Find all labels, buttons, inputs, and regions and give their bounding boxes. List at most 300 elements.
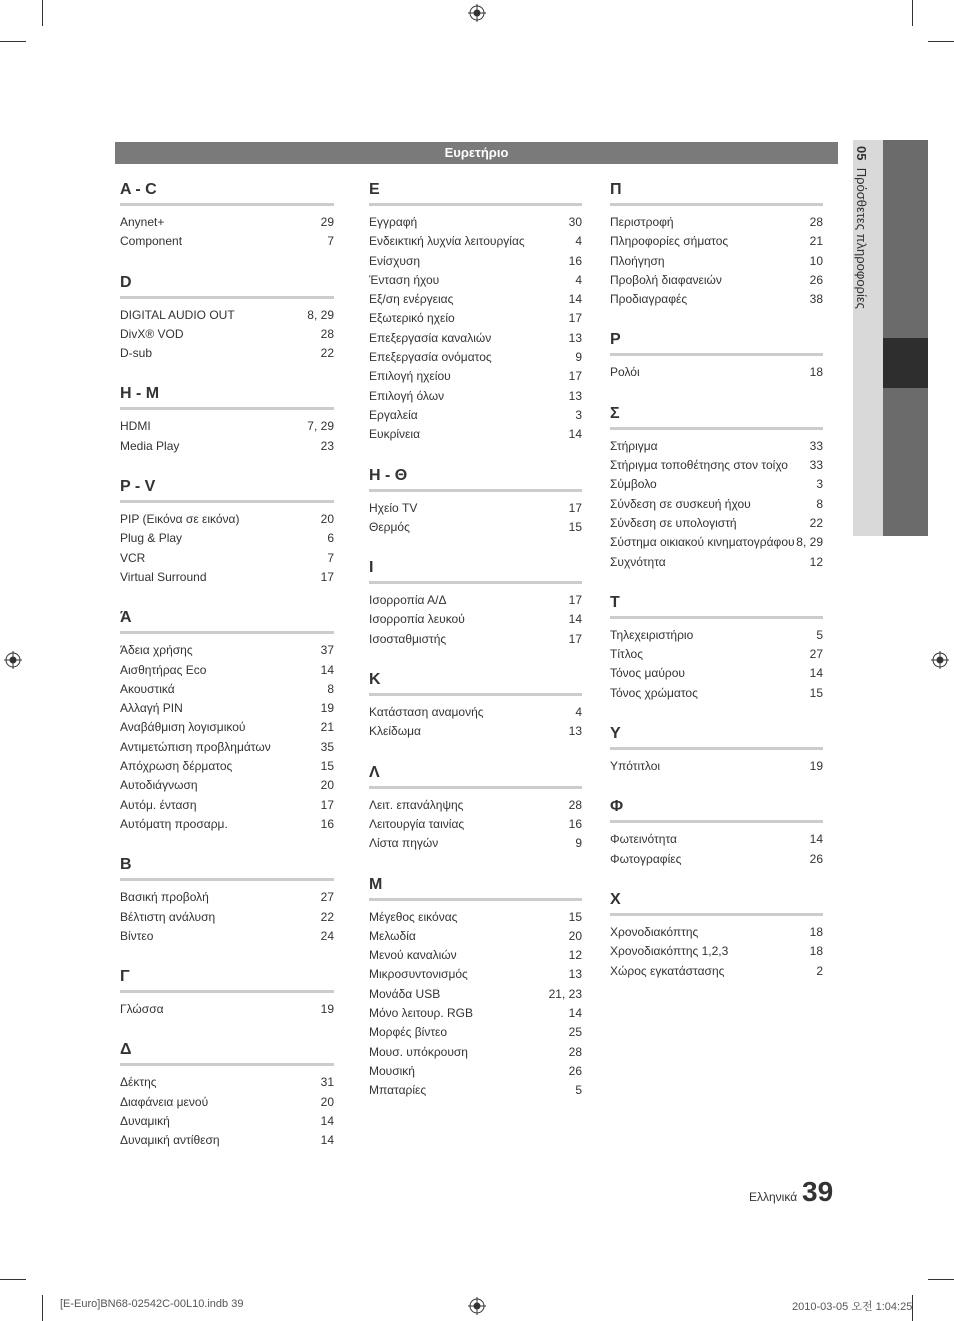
entry-term: PIP (Εικόνα σε εικόνα)	[120, 512, 240, 527]
index-entry	[120, 796, 334, 815]
registration-mark-icon	[468, 1297, 486, 1315]
entry-term: Εξωτερικό ηχείο	[369, 311, 455, 326]
entry-page: 19	[809, 759, 823, 774]
index-entry	[120, 641, 334, 660]
entry-page: 8, 29	[307, 307, 334, 322]
section-heading: Γ	[120, 967, 334, 993]
entry-page: 27	[320, 890, 334, 905]
entry-page: 33	[809, 438, 823, 453]
entry-page: 14	[320, 1133, 334, 1148]
entry-term: Περιστροφή	[610, 215, 674, 229]
section-heading: Ε	[369, 180, 582, 206]
index-entry	[610, 757, 823, 776]
index-entry	[369, 309, 582, 328]
entry-page: 17	[320, 569, 334, 584]
section-heading: Λ	[369, 763, 582, 789]
index-entry	[120, 1000, 334, 1019]
index-entry	[369, 232, 582, 251]
index-entry	[120, 908, 334, 927]
entry-term: Δυναμική	[120, 1114, 170, 1129]
entry-page: 27	[809, 647, 823, 662]
entry-page: 28	[568, 797, 582, 812]
entry-page: 30	[568, 215, 582, 229]
entry-term: Χρονοδιακόπτης 1,2,3	[610, 944, 729, 959]
index-entry	[120, 680, 334, 699]
entry-term: Δέκτης	[120, 1075, 157, 1090]
entry-term: VCR	[120, 550, 146, 565]
index-entry	[369, 329, 582, 348]
crop-mark	[0, 1279, 26, 1280]
entry-term: Media Play	[120, 438, 180, 453]
entry-term: Τίτλος	[610, 647, 644, 662]
entry-page: 17	[568, 500, 582, 515]
index-entry	[120, 927, 334, 946]
index-entry	[369, 425, 582, 444]
section-heading: Π	[610, 180, 823, 206]
index-entry	[369, 290, 582, 309]
entry-page: 16	[568, 253, 582, 268]
entry-term: Ενδεικτική λυχνία λειτουργίας	[369, 234, 525, 249]
index-entry	[120, 529, 334, 548]
entry-page: 29	[320, 215, 334, 229]
print-timestamp: 2010-03-05 오전 1:04:25	[792, 1301, 913, 1313]
index-entry	[610, 437, 823, 456]
index-section	[369, 558, 582, 649]
entry-page: 20	[568, 928, 582, 943]
entry-term: Στήριγμα	[610, 438, 658, 453]
index-entry	[610, 626, 823, 645]
entry-page: 8	[327, 681, 334, 696]
entry-page: 4	[575, 272, 582, 287]
entry-term: Ισορροπία Α/Δ	[369, 593, 447, 608]
entry-term: Γλώσσα	[120, 1002, 164, 1017]
entry-page: 15	[568, 519, 582, 534]
index-entry	[369, 406, 582, 425]
entry-page: 6	[327, 531, 334, 546]
index-entry	[610, 664, 823, 683]
entry-term: Μπαταρίες	[369, 1083, 427, 1098]
index-entry	[369, 271, 582, 290]
section-heading: Β	[120, 855, 334, 881]
index-entry	[120, 776, 334, 795]
index-entry	[369, 985, 582, 1004]
index-entry	[610, 363, 823, 382]
section-heading: Φ	[610, 797, 823, 823]
section-heading: Σ	[610, 404, 823, 430]
entry-page: 13	[568, 330, 582, 345]
entry-term: D-sub	[120, 346, 153, 361]
section-heading: Μ	[369, 875, 582, 901]
entry-page: 2	[816, 963, 823, 978]
entry-page: 17	[568, 311, 582, 326]
entry-term: Υπότιτλοι	[610, 759, 661, 774]
entry-page: 14	[809, 666, 823, 681]
entry-term: Σύμβολο	[610, 477, 657, 492]
index-entry	[120, 510, 334, 529]
entry-page: 20	[320, 778, 334, 793]
entry-term: Επεξεργασία καναλιών	[369, 330, 492, 345]
index-entry	[369, 499, 582, 518]
entry-page: 28	[568, 1044, 582, 1059]
index-entry	[369, 703, 582, 722]
index-entry	[120, 437, 334, 456]
index-entry	[120, 344, 334, 363]
index-section	[120, 477, 334, 587]
entry-page: 19	[320, 1002, 334, 1017]
entry-page: 15	[809, 685, 823, 700]
section-heading: Δ	[120, 1040, 334, 1066]
entry-term: Τόνος μαύρου	[610, 666, 685, 681]
entry-term: Μικροσυντονισμός	[369, 967, 468, 982]
entry-term: HDMI	[120, 419, 151, 434]
entry-term: Μέγεθος εικόνας	[369, 909, 458, 924]
entry-page: 26	[809, 272, 823, 287]
entry-term: Πληροφορίες σήματος	[610, 234, 729, 249]
entry-term: Τόνος χρώματος	[610, 685, 698, 700]
index-column-3	[610, 180, 823, 1002]
section-heading: Η - Θ	[369, 466, 582, 492]
index-entry	[369, 1043, 582, 1062]
entry-page: 14	[568, 427, 582, 442]
index-section	[120, 967, 334, 1019]
entry-page: 5	[575, 1083, 582, 1098]
entry-term: Ενίσχυση	[369, 253, 421, 268]
index-section	[610, 724, 823, 776]
entry-page: 5	[816, 627, 823, 642]
entry-term: Βασική προβολή	[120, 890, 209, 905]
entry-term: Εργαλεία	[369, 407, 418, 422]
index-section	[610, 180, 823, 309]
entry-term: Βίντεο	[120, 928, 154, 943]
entry-term: Εγγραφή	[369, 215, 418, 229]
index-entry	[369, 213, 582, 232]
print-file-info: [E-Euro]BN68-02542C-00L10.indb 39	[60, 1298, 244, 1310]
entry-term: Λειτουργία ταινίας	[369, 816, 465, 831]
entry-page: 7, 29	[307, 419, 334, 434]
entry-term: Προδιαγραφές	[610, 292, 688, 307]
entry-page: 19	[320, 701, 334, 716]
entry-term: Plug & Play	[120, 531, 183, 546]
index-section	[120, 384, 334, 456]
crop-mark	[42, 1295, 43, 1321]
index-section	[369, 670, 582, 742]
entry-page: 7	[327, 234, 334, 249]
index-entry	[120, 549, 334, 568]
index-entry	[120, 888, 334, 907]
entry-page: 17	[320, 797, 334, 812]
index-entry	[610, 514, 823, 533]
entry-page: 4	[575, 234, 582, 249]
entry-page: 14	[568, 612, 582, 627]
entry-term: Χώρος εγκατάστασης	[610, 963, 725, 978]
entry-term: Στήριγμα τοποθέτησης στον τοίχο	[610, 458, 788, 473]
chapter-number: 05	[854, 146, 869, 161]
entry-page: 26	[809, 851, 823, 866]
footer-language: Ελληνικά	[749, 1190, 798, 1204]
index-entry	[369, 796, 582, 815]
index-entry	[120, 417, 334, 436]
index-section	[120, 273, 334, 364]
index-entry	[369, 630, 582, 649]
index-entry	[120, 661, 334, 680]
entry-page: 13	[568, 388, 582, 403]
index-entry	[610, 553, 823, 572]
section-heading: Χ	[610, 890, 823, 916]
entry-page: 9	[575, 350, 582, 365]
index-entry	[610, 850, 823, 869]
entry-term: Virtual Surround	[120, 569, 207, 584]
index-entry	[610, 942, 823, 961]
entry-term: Συχνότητα	[610, 554, 666, 569]
chapter-tab-marker	[883, 338, 928, 388]
index-entry	[369, 367, 582, 386]
entry-term: Component	[120, 234, 183, 249]
index-entry	[120, 699, 334, 718]
entry-term: Επιλογή ηχείου	[369, 369, 451, 384]
index-entry	[369, 1004, 582, 1023]
index-section	[120, 855, 334, 946]
entry-term: Προβολή διαφανειών	[610, 272, 722, 287]
index-entry	[610, 456, 823, 475]
entry-term: Δυναμική αντίθεση	[120, 1133, 220, 1148]
entry-page: 14	[568, 1006, 582, 1021]
entry-page: 18	[809, 944, 823, 959]
entry-term: Κατάσταση αναμονής	[369, 705, 484, 720]
entry-page: 38	[809, 292, 823, 307]
index-entry	[369, 591, 582, 610]
entry-term: Αυτόμ. ένταση	[120, 797, 197, 812]
index-entry	[369, 965, 582, 984]
crop-mark	[928, 1279, 954, 1280]
entry-page: 25	[568, 1025, 582, 1040]
entry-page: 18	[809, 365, 823, 380]
entry-term: Απόχρωση δέρματος	[120, 759, 233, 774]
entry-term: Θερμός	[369, 519, 410, 534]
index-entry	[610, 645, 823, 664]
entry-page: 13	[568, 967, 582, 982]
entry-page: 9	[575, 836, 582, 851]
entry-term: Διαφάνεια μενού	[120, 1094, 209, 1109]
entry-page: 35	[320, 739, 334, 754]
entry-term: Αναβάθμιση λογισμικού	[120, 720, 246, 735]
entry-page: 22	[809, 515, 823, 530]
index-entry	[610, 232, 823, 251]
entry-page: 7	[327, 550, 334, 565]
section-heading: Κ	[369, 670, 582, 696]
index-entry	[610, 213, 823, 232]
entry-page: 24	[320, 928, 334, 943]
chapter-label-text	[854, 146, 869, 309]
index-section	[369, 875, 582, 1101]
entry-term: DIGITAL AUDIO OUT	[120, 307, 235, 322]
index-entry	[369, 815, 582, 834]
index-section	[120, 1040, 334, 1150]
entry-page: 22	[320, 346, 334, 361]
entry-page: 22	[320, 909, 334, 924]
entry-page: 17	[568, 369, 582, 384]
index-entry	[120, 568, 334, 587]
entry-term: Επιλογή όλων	[369, 388, 445, 403]
entry-page: 3	[575, 407, 582, 422]
index-entry	[120, 325, 334, 344]
chapter-tab-block	[883, 388, 928, 536]
entry-page: 23	[320, 438, 334, 453]
chapter-title: Πρόσθετες πληροφορίες	[854, 167, 869, 309]
section-heading: A - C	[120, 180, 334, 206]
index-entry	[369, 927, 582, 946]
index-entry	[610, 495, 823, 514]
crop-mark	[0, 41, 26, 42]
index-entry	[610, 290, 823, 309]
entry-page: 8	[816, 496, 823, 511]
entry-term: Μενού καναλιών	[369, 948, 457, 963]
index-entry	[369, 908, 582, 927]
registration-mark-icon	[4, 651, 22, 669]
entry-page: 8, 29	[796, 535, 823, 550]
index-entry	[120, 1073, 334, 1092]
entry-page: 16	[320, 816, 334, 831]
index-section	[610, 404, 823, 572]
index-entry	[610, 830, 823, 849]
index-entry	[369, 518, 582, 537]
entry-term: Λειτ. επανάληψης	[369, 797, 464, 812]
index-entry	[369, 1023, 582, 1042]
entry-term: Λίστα πηγών	[369, 836, 439, 851]
entry-term: Ακουστικά	[120, 681, 175, 696]
index-entry	[369, 834, 582, 853]
entry-page: 21	[809, 234, 823, 249]
entry-page: 12	[809, 554, 823, 569]
registration-mark-icon	[468, 4, 486, 22]
index-entry	[120, 1131, 334, 1150]
chapter-label	[854, 146, 882, 336]
entry-page: 14	[320, 662, 334, 677]
entry-page: 20	[320, 512, 334, 527]
index-entry	[369, 252, 582, 271]
entry-page: 31	[320, 1075, 334, 1090]
entry-term: Μουσ. υπόκρουση	[369, 1044, 468, 1059]
index-entry	[369, 722, 582, 741]
index-entry	[120, 815, 334, 834]
index-entry	[120, 718, 334, 737]
index-section	[610, 797, 823, 869]
entry-term: Εξ/ση ενέργειας	[369, 292, 454, 307]
entry-page: 14	[568, 292, 582, 307]
index-entry	[369, 348, 582, 367]
entry-term: Μόνο λειτουρ. RGB	[369, 1006, 473, 1021]
section-heading: Ρ	[610, 330, 823, 356]
crop-mark	[42, 0, 43, 26]
section-heading: Υ	[610, 724, 823, 750]
entry-term: Ηχείο TV	[369, 500, 418, 515]
index-section	[120, 608, 334, 834]
entry-page: 17	[568, 631, 582, 646]
index-entry	[369, 1062, 582, 1081]
entry-term: Χρονοδιακόπτης	[610, 924, 699, 939]
entry-term: Άδεια χρήσης	[120, 643, 193, 658]
entry-term: Μονάδα USB	[369, 986, 441, 1001]
entry-page: 20	[320, 1094, 334, 1109]
entry-term: Ένταση ήχου	[369, 272, 440, 287]
section-heading: P - V	[120, 477, 334, 503]
entry-term: Αντιμετώπιση προβλημάτων	[120, 739, 271, 754]
entry-page: 15	[320, 759, 334, 774]
index-entry	[610, 533, 823, 552]
index-entry	[120, 757, 334, 776]
entry-page: 13	[568, 724, 582, 739]
entry-term: Σύστημα οικιακού κινηματογράφου	[610, 535, 795, 550]
entry-page: 14	[809, 832, 823, 847]
entry-page: 15	[568, 909, 582, 924]
entry-term: Μουσική	[369, 1063, 415, 1078]
entry-term: Φωτεινότητα	[610, 832, 677, 847]
entry-term: DivX® VOD	[120, 326, 184, 341]
index-entry	[120, 306, 334, 325]
section-heading: Ι	[369, 558, 582, 584]
crop-mark	[928, 41, 954, 42]
entry-page: 21	[320, 720, 334, 735]
entry-term: Ευκρίνεια	[369, 427, 421, 442]
index-entry	[120, 1093, 334, 1112]
entry-term: Φωτογραφίες	[610, 851, 682, 866]
entry-term: Αισθητήρας Eco	[120, 662, 207, 677]
section-heading: Ά	[120, 608, 334, 634]
index-section	[369, 466, 582, 538]
index-entry	[610, 252, 823, 271]
entry-page: 26	[568, 1063, 582, 1078]
entry-page: 4	[575, 705, 582, 720]
index-entry	[120, 232, 334, 251]
entry-page: 10	[809, 253, 823, 268]
page-title: Ευρετήριο	[115, 142, 838, 164]
index-section	[120, 180, 334, 252]
section-heading: H - M	[120, 384, 334, 410]
entry-term: Πλοήγηση	[610, 253, 665, 268]
entry-page: 37	[320, 643, 334, 658]
entry-term: Ισοσταθμιστής	[369, 631, 447, 646]
section-heading: Τ	[610, 593, 823, 619]
entry-page: 28	[809, 215, 823, 229]
entry-term: Σύνδεση σε υπολογιστή	[610, 515, 737, 530]
entry-page: 14	[320, 1114, 334, 1129]
entry-page: 28	[320, 326, 334, 341]
entry-page: 21, 23	[548, 986, 582, 1001]
index-entry	[120, 1112, 334, 1131]
entry-term: Μορφές βίντεο	[369, 1025, 448, 1040]
entry-page: 17	[568, 593, 582, 608]
index-entry	[369, 946, 582, 965]
registration-mark-icon	[931, 651, 949, 669]
entry-term: Ισορροπία λευκού	[369, 612, 465, 627]
entry-term: Αυτοδιάγνωση	[120, 778, 198, 793]
entry-page: 12	[568, 948, 582, 963]
entry-term: Μελωδία	[369, 928, 416, 943]
entry-term: Επεξεργασία ονόματος	[369, 350, 492, 365]
page-number: 39	[802, 1176, 834, 1207]
index-entry	[610, 271, 823, 290]
entry-term: Ρολόι	[610, 365, 640, 380]
entry-term: Βέλτιστη ανάλυση	[120, 909, 216, 924]
index-column-2	[369, 180, 582, 1122]
entry-term: Anynet+	[120, 215, 165, 229]
index-section	[610, 593, 823, 703]
index-entry	[610, 923, 823, 942]
entry-page: 16	[568, 816, 582, 831]
index-entry	[610, 684, 823, 703]
index-section	[610, 890, 823, 981]
section-heading: D	[120, 273, 334, 299]
entry-term: Κλείδωμα	[369, 724, 421, 739]
